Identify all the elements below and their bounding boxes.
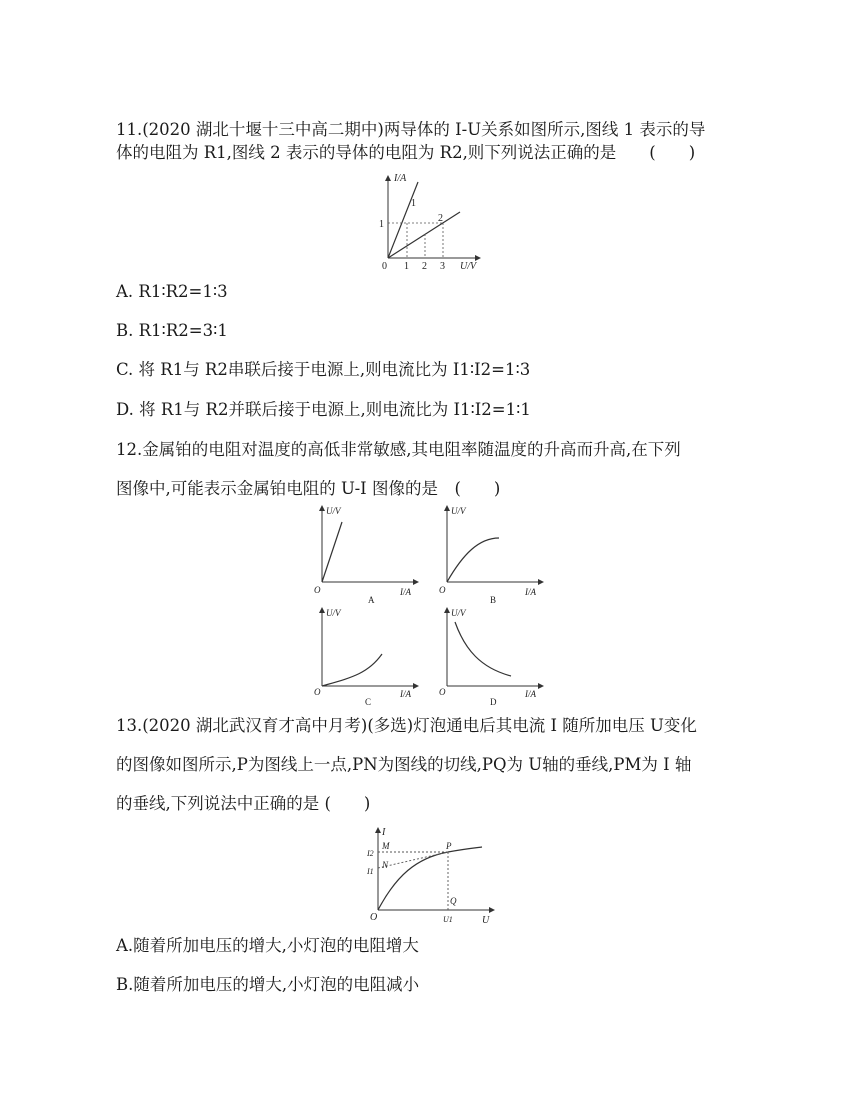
graph-b-curve: [447, 538, 499, 582]
q11-option-d: D. 将 R1与 R2并联后接于电源上,则电流比为 I1∶I2=1∶1: [116, 400, 531, 419]
graph-b-x-label: I/A: [525, 587, 536, 597]
q12-stem-line-1: 12.金属铂的电阻对温度的高低非常敏感,其电阻率随温度的升高而升高,在下列: [116, 440, 681, 459]
graph-b-label: B: [490, 595, 497, 605]
q13-origin: O: [370, 912, 378, 923]
graph-c-curve: [322, 654, 382, 686]
q13-label-n: N: [382, 860, 389, 870]
q13-option-a: A.随着所加电压的增大,小灯泡的电阻增大: [116, 936, 419, 955]
graph-a-x-label: I/A: [400, 587, 411, 597]
q11-x-tick: 1: [404, 261, 409, 272]
graph-d-origin: O: [439, 687, 446, 697]
q13-figure: [364, 826, 504, 926]
q11-x-tick: 3: [440, 261, 445, 272]
q12-stem-line-2: 图像中,可能表示金属铂电阻的 U-I 图像的是 ( ): [116, 479, 501, 498]
q11-stem-line-2: 体的电阻为 R1,图线 2 表示的导体的电阻为 R2,则下列说法正确的是 ( ): [116, 143, 696, 162]
graph-c-y-label: U/V: [326, 608, 341, 618]
q13-tangent-pn: [378, 852, 448, 868]
q11-line-label: 2: [438, 213, 443, 224]
q13-label-q: Q: [450, 896, 457, 906]
graph-a-label: A: [368, 595, 375, 605]
q11-y-axis-label: I/A: [394, 173, 407, 184]
graph-a-y-label: U/V: [326, 506, 341, 516]
graph-c-x-label: I/A: [400, 689, 411, 699]
q13-stem-line-1: 13.(2020 湖北武汉育才高中月考)(多选)灯泡通电后其电流 I 随所加电压 U变化: [116, 716, 697, 735]
graph-c-origin: O: [314, 687, 321, 697]
graph-d-curve: [455, 622, 511, 676]
q12-graph-c: [310, 606, 430, 706]
q12-graph-d: [435, 606, 555, 706]
q13-option-b: B.随着所加电压的增大,小灯泡的电阻减小: [116, 975, 420, 994]
q13-stem-line-2: 的图像如图所示,P为图线上一点,PN为图线的切线,PQ为 U轴的垂线,PM为 I 轴: [116, 755, 692, 774]
graph-c-label: C: [365, 697, 372, 707]
q11-line-2: [388, 212, 460, 258]
q11-stem-line-1: 11.(2020 湖北十堰十三中高二期中)两导体的 I-U关系如图所示,图线 1 表示的导: [116, 120, 706, 139]
q11-line-1: [388, 182, 418, 258]
q11-line-label: 1: [411, 198, 416, 209]
q11-figure: [370, 172, 490, 272]
graph-d-label: D: [490, 697, 497, 707]
graph-d-x-label: I/A: [525, 689, 536, 699]
graph-d-y-label: U/V: [451, 608, 466, 618]
q13-label-i2: I2: [367, 849, 374, 858]
q11-y-tick: 1: [379, 219, 384, 230]
q13-label-u1: U1: [443, 915, 453, 924]
q11-option-c: C. 将 R1与 R2串联后接于电源上,则电流比为 I1∶I2=1∶3: [116, 360, 531, 379]
q13-label-p: P: [446, 841, 452, 851]
q13-i-axis-label: I: [382, 827, 386, 838]
q13-label-m: M: [382, 841, 390, 851]
q12-graph-b: [435, 504, 555, 604]
graph-b-y-label: U/V: [451, 506, 466, 516]
q11-x-axis-label: U/V: [460, 261, 477, 272]
q12-graph-a: [310, 504, 430, 604]
q11-origin-label: 0: [382, 261, 387, 272]
q13-u-axis-label: U: [482, 915, 490, 926]
graph-a-curve: [322, 522, 342, 582]
graph-a-origin: O: [314, 585, 321, 595]
q11-option-b: B. R1∶R2=3∶1: [116, 321, 228, 340]
q11-option-a: A. R1∶R2=1∶3: [116, 282, 228, 301]
graph-b-origin: O: [439, 585, 446, 595]
q13-stem-line-3: 的垂线,下列说法中正确的是 ( ): [116, 794, 371, 813]
q13-label-i1: I1: [367, 867, 374, 876]
q11-x-tick: 2: [422, 261, 427, 272]
